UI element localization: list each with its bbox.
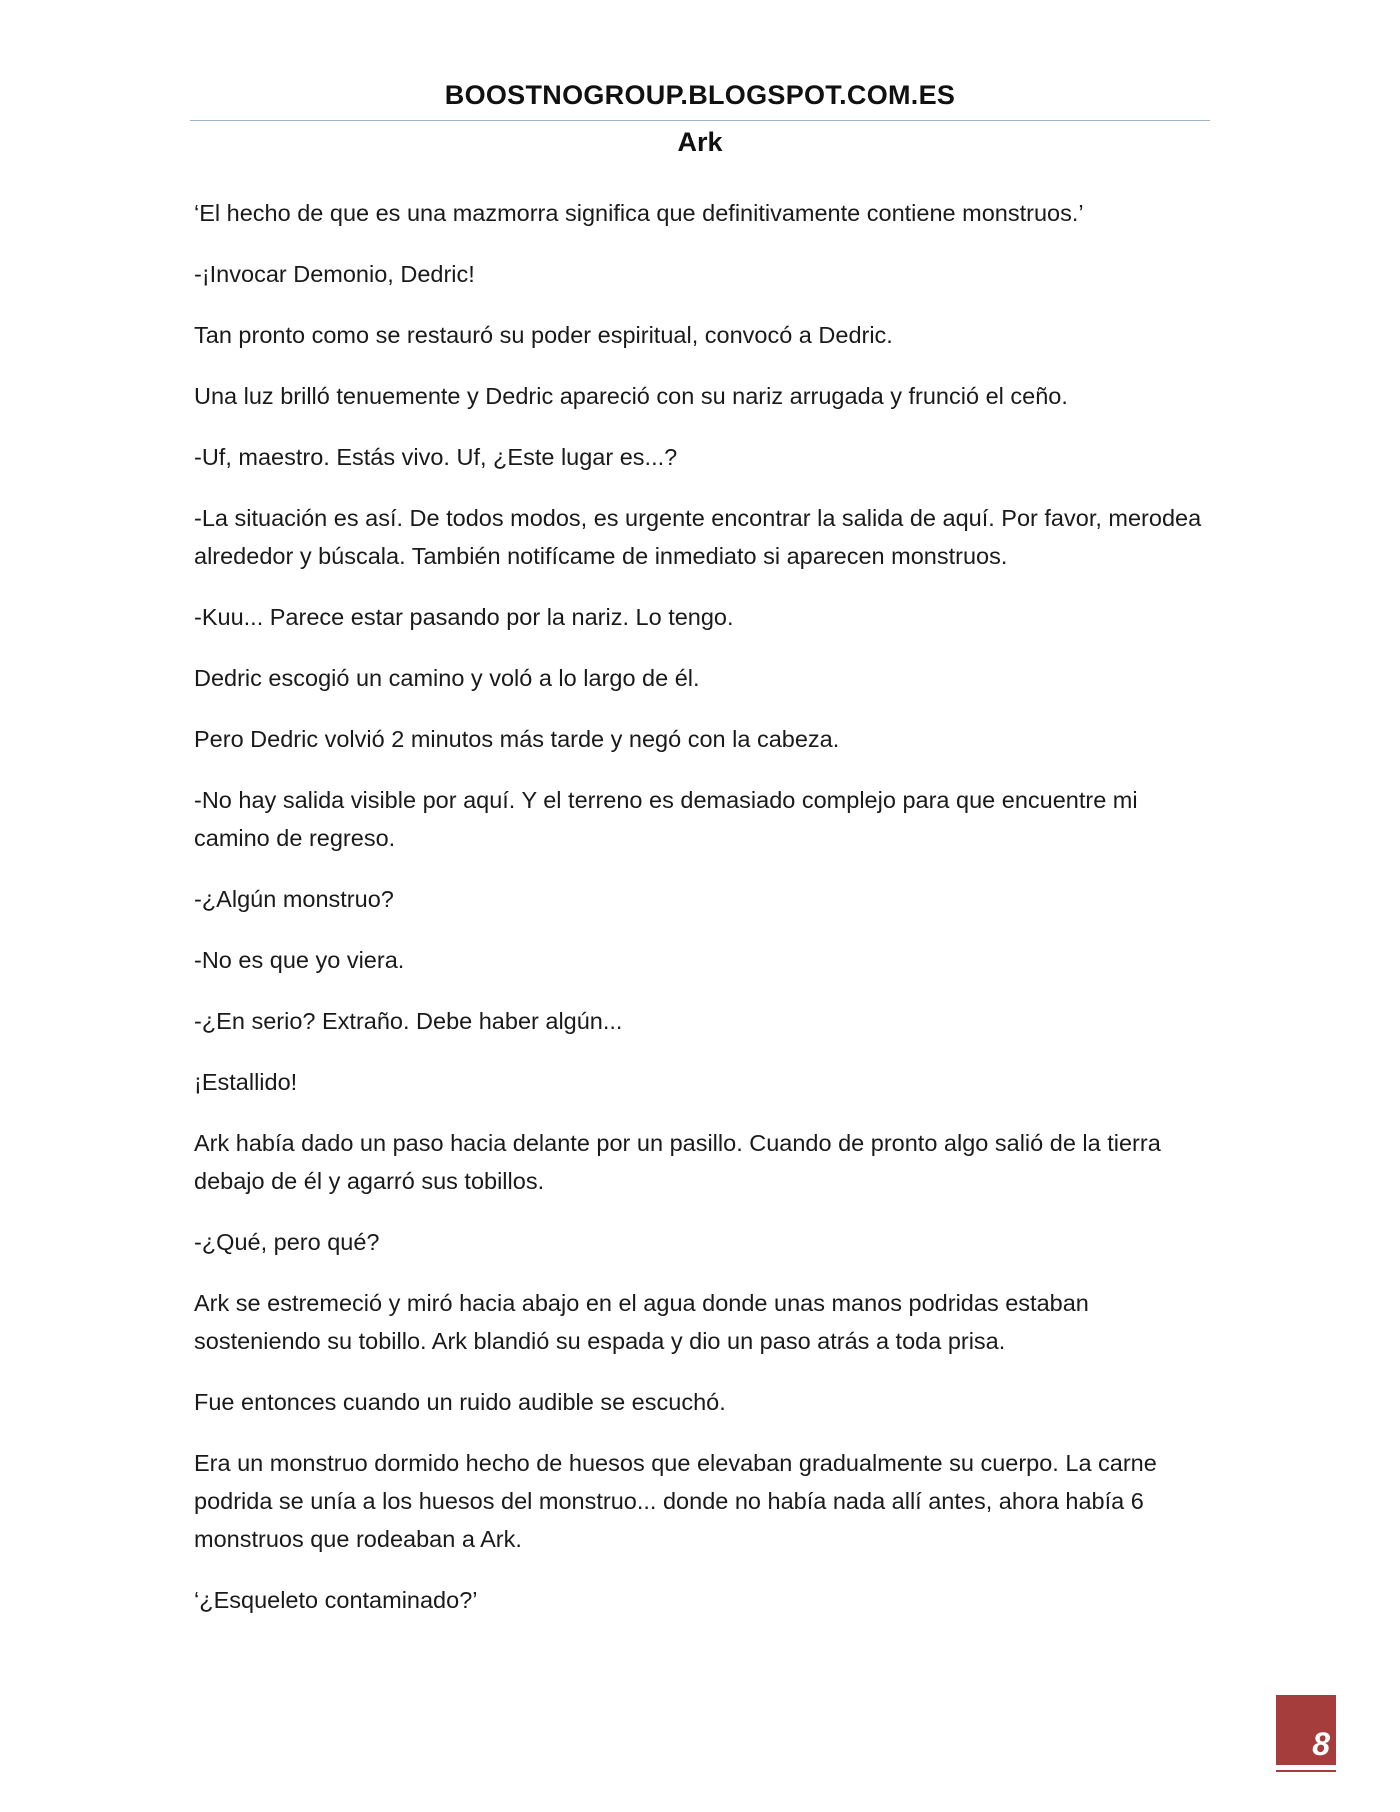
paragraph: Pero Dedric volvió 2 minutos más tarde y negó con la cabeza. <box>194 726 840 752</box>
paragraph: Una luz brilló tenuemente y Dedric apareció con su nariz arrugada y frunció el ceño. <box>194 383 1068 409</box>
paragraph: Fue entonces cuando un ruido audible se escuchó. <box>194 1389 726 1415</box>
paragraph: Era un monstruo dormido hecho de huesos que elevaban gradualmente su cuerpo. La carne podrida se unía a los huesos del monstruo... donde no había nada allí antes, ahora había 6 monstruos que rodeaban a Ark. <box>194 1450 1157 1552</box>
site-header: BOOSTNOGROUP.BLOGSPOT.COM.ES <box>444 80 956 110</box>
paragraph: -Kuu... Parece estar pasando por la nariz. Lo tengo. <box>194 604 734 630</box>
paragraph: Ark se estremeció y miró hacia abajo en el agua donde unas manos podridas estaban sosteniendo su tobillo. Ark blandió su espada y dio un paso atrás a toda prisa. <box>194 1290 1089 1354</box>
paragraph: ‘El hecho de que es una mazmorra significa que definitivamente contiene monstruos.’ <box>194 200 1084 226</box>
page-number-underline <box>1276 1770 1336 1772</box>
paragraph: -No es que yo viera. <box>194 947 405 973</box>
paragraph: Tan pronto como se restauró su poder espiritual, convocó a Dedric. <box>194 322 893 348</box>
page-number-badge <box>1276 1695 1336 1765</box>
paragraph: -¡Invocar Demonio, Dedric! <box>194 261 475 287</box>
paragraph: -¿Algún monstruo? <box>194 886 394 912</box>
paragraph: ‘¿Esqueleto contaminado?’ <box>194 1587 478 1613</box>
body-text <box>194 194 1214 1642</box>
paragraph: -No hay salida visible por aquí. Y el terreno es demasiado complejo para que encuentre mi camino de regreso. <box>194 787 1138 851</box>
page-number: 8 <box>1312 1726 1330 1762</box>
paragraph: -¿Qué, pero qué? <box>194 1229 380 1255</box>
paragraph: -¿En serio? Extraño. Debe haber algún... <box>194 1008 623 1034</box>
paragraph: ¡Estallido! <box>194 1069 298 1095</box>
chapter-title: Ark <box>677 127 723 157</box>
paragraph: Dedric escogió un camino y voló a lo largo de él. <box>194 665 700 691</box>
header-divider <box>190 120 1210 121</box>
paragraph: Ark había dado un paso hacia delante por un pasillo. Cuando de pronto algo salió de la tierra debajo de él y agarró sus tobillos. <box>194 1130 1161 1194</box>
paragraph: -Uf, maestro. Estás vivo. Uf, ¿Este lugar es...? <box>194 444 678 470</box>
paragraph: -La situación es así. De todos modos, es urgente encontrar la salida de aquí. Por favor, merodea alrededor y búscala. También notifícame de inmediato si aparecen monstruos. <box>194 505 1202 569</box>
